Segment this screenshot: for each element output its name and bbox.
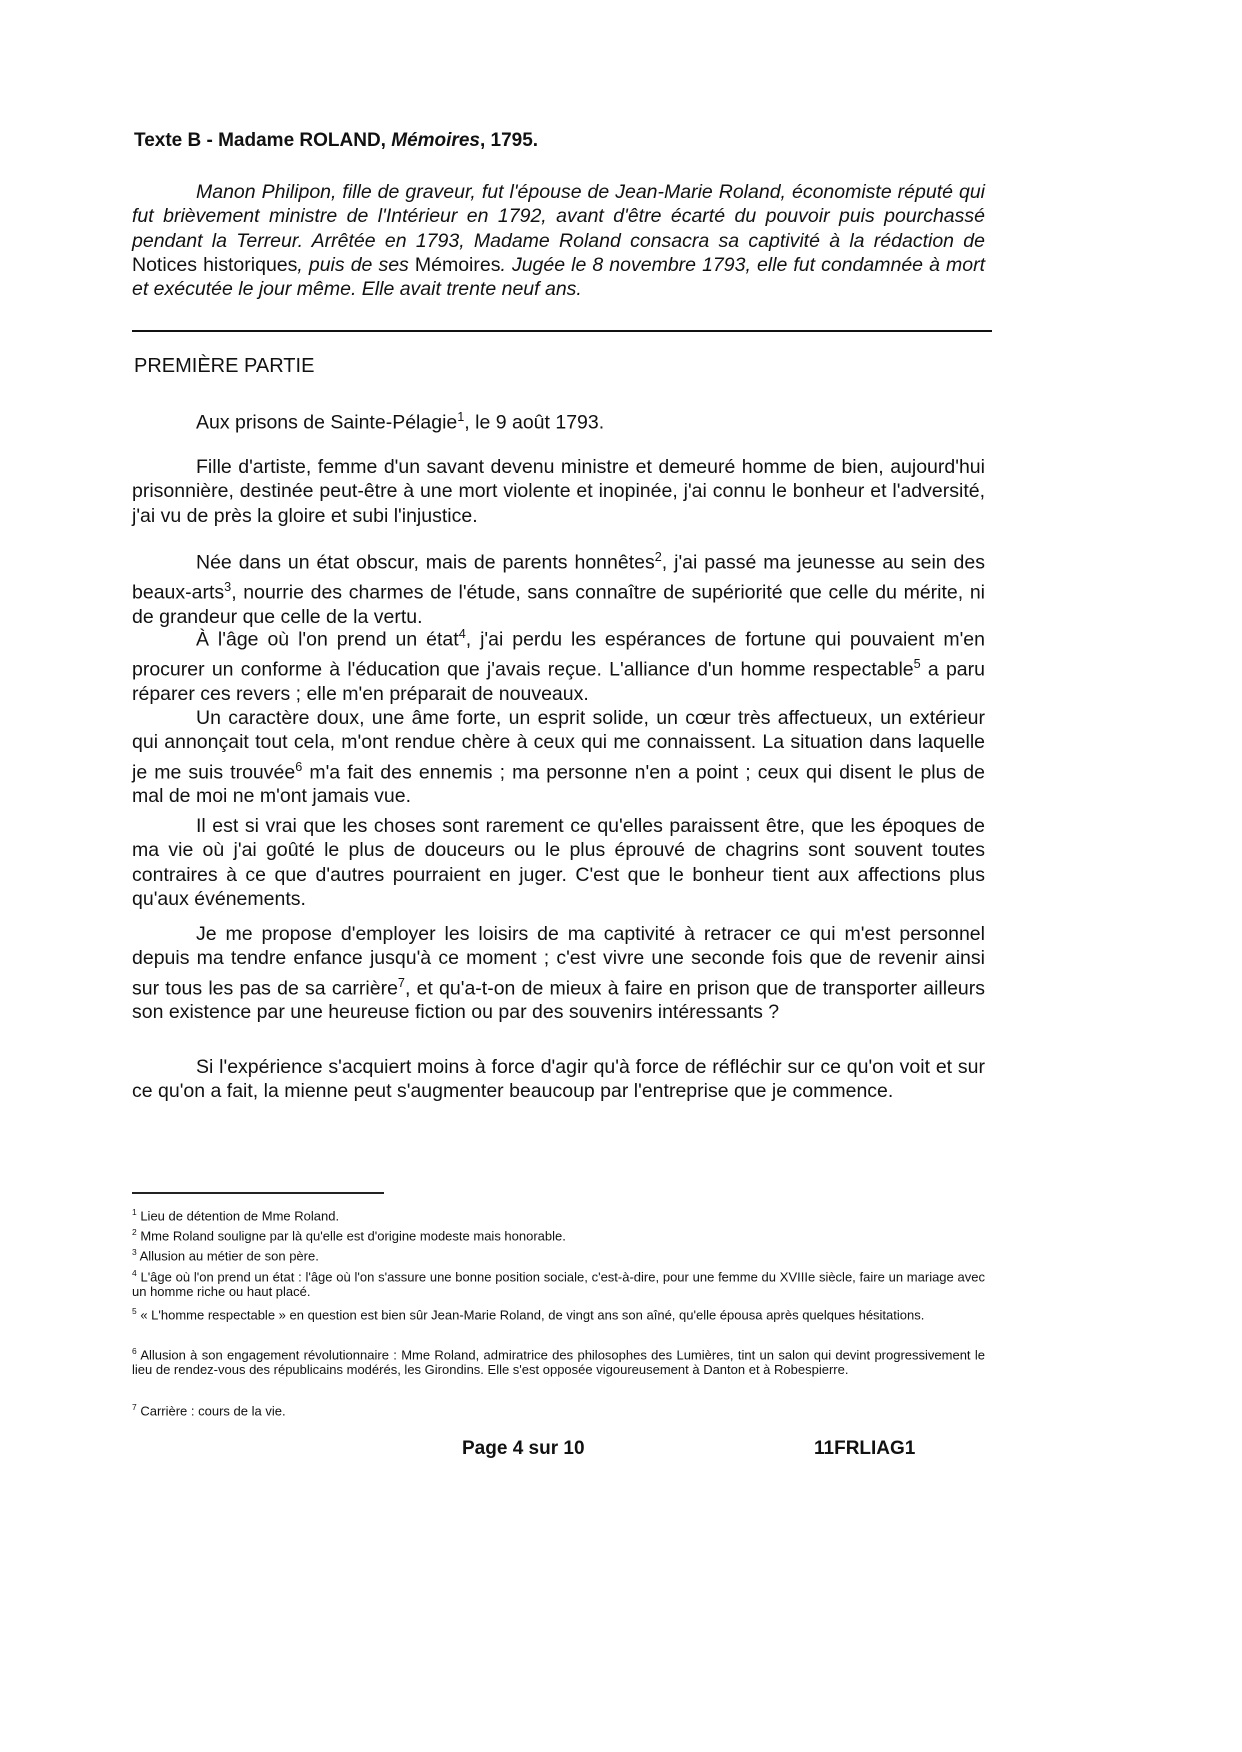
text-title [134,130,538,152]
footnote-ref: 3 [224,579,232,594]
text: , j'ai perdu les espérances de fortune qui pouvaient m'en procurer un conforme à l'éducation que j'avais reçue. L'alliance d'un homme respectable [132,628,985,681]
paragraph-5: Il est si vrai que les choses sont rarement ce qu'elles paraissent être, que les époques de ma vie où j'ai goûté le plus de douceurs ou le plus éprouvé de chagrins sont souvent toutes contraires à ce que d'autres pourraient en juger. C'est que le bonheur tient aux affections plus qu'aux événements. [132,815,985,910]
footnote-text: Carrière : cours de la vie. [140,1403,286,1419]
document-code: 11FRLIAG1 [814,1438,916,1459]
footnote-ref: 1 [457,410,465,424]
footnote-number: 7 [132,1402,137,1412]
footnote-ref: 7 [397,975,405,990]
text: , j'ai passé ma jeunesse au sein des beaux-arts [132,551,985,604]
text: Née dans un état obscur, mais de parents honnêtes [196,551,655,574]
text: , et qu'a-t-on de mieux à faire en prison que de transporter ailleurs son existence par une heureuse fiction ou par des souvenirs intéressants ? [132,977,986,1024]
part-heading: PREMIÈRE PARTIE [134,355,315,377]
footnote-text: « L'homme respectable » en question est bien sûr Jean-Marie Roland, de vingt ans son aîné, qu'elle épousa après quelques hésitations. [140,1307,925,1323]
footnote-text: Allusion au métier de son père. [139,1248,319,1264]
intro-text: , puis de ses [297,253,415,276]
footnote-text: Mme Roland souligne par là qu'elle est d'origine modeste mais honorable. [140,1228,566,1244]
intro-paragraph [132,180,985,301]
intro-work-2: Mémoires [414,253,501,276]
footnote-6 [132,1344,985,1377]
footnote-ref: 5 [913,656,921,671]
text: À l'âge où l'on prend un état [196,628,459,651]
divider [132,330,992,332]
text: Je me propose d'employer les loisirs de ma captivité à retracer ce qui m'est personnel depuis ma tendre enfance jusqu'à ce moment ; c'est vivre une seconde fois que de revenir ainsi sur tous les pas de sa carrière [132,923,985,1000]
intro-work-1: Notices historiques [132,253,298,276]
footnote-text: Allusion à son engagement révolutionnaire : Mme Roland, admiratrice des philosophes des Lumières, tint un salon qui devint progressivement le lieu de rendez-vous des républicains modérés, les Girondins. Elle s'est opposée vigoureusement à Danton et à Robespierre. [132,1347,985,1378]
paragraph-1: Fille d'artiste, femme d'un savant devenu ministre et demeuré homme de bien, aujourd'hui prisonnière, destinée peut-être à une mort violente et inopinée, j'ai connu le bonheur et l'adversité, j'ai vu de près la gloire et subi l'injustice. [132,456,985,527]
paragraph-2 [132,545,985,629]
footnote-number: 5 [132,1306,137,1316]
text: a paru réparer ces revers ; elle m'en préparait de nouveaux. [132,658,985,705]
intro-text: Manon Philipon, fille de graveur, fut l'épouse de Jean-Marie Roland, économiste réputé qui fut brièvement ministre de l'Intérieur en 1792, avant d'être écarté du pouvoir puis pourchassé pendant la Terreur. Arrêtée en 1793, Madame Roland consacra sa captivité à la rédaction de [132,181,985,252]
text: Un caractère doux, une âme forte, un esprit solide, un cœur très affectueux, un extérieur qui annonçait tout cela, m'ont rendue chère à ceux qui me connaissent. La situation dans laquelle je me suis trouvée [132,707,985,784]
footnote-divider [132,1192,384,1194]
footnote-4 [132,1266,985,1299]
page-number: Page 4 sur 10 [462,1438,585,1459]
intro-text: . Jugée le 8 novembre 1793, elle fut condamnée à mort et exécutée le jour même. Elle avait trente neuf ans. [132,253,985,301]
footnote-1 [132,1205,985,1223]
title-year: , 1795. [479,130,539,151]
dateline [132,405,985,435]
title-author: Texte B - Madame ROLAND, [134,130,392,151]
footnote-ref: 6 [295,759,303,774]
footnote-text: Lieu de détention de Mme Roland. [140,1208,340,1224]
footnote-number: 1 [132,1207,137,1217]
footnote-5 [132,1304,985,1322]
footnote-number: 3 [132,1247,137,1257]
paragraph-4 [132,706,985,809]
paragraph-6 [132,922,985,1025]
footnote-2 [132,1225,985,1243]
footnote-text: L'âge où l'on prend un état : l'âge où l'on s'assure une bonne position sociale, c'est-à-dire, pour une femme du XVIIIe siècle, faire un mariage avec un homme riche ou haut placé. [132,1269,985,1300]
text: , nourrie des charmes de l'étude, sans connaître de supériorité que celle du mérite, ni de grandeur que celle de la vertu. [132,581,985,628]
paragraph-3 [132,622,985,706]
footnote-number: 2 [132,1227,137,1237]
title-work: Mémoires [391,130,480,151]
dateline-text: Aux prisons de Sainte-Pélagie [196,411,458,434]
dateline-text: , le 9 août 1793. [464,411,605,434]
footnote-7 [132,1400,985,1418]
footnote-ref: 2 [654,550,662,564]
text: m'a fait des ennemis ; ma personne n'en a point ; ceux qui disent le plus de mal de moi ne m'ont jamais vue. [132,761,985,808]
footnote-number: 4 [132,1268,137,1278]
footnote-3 [132,1245,985,1263]
footnote-ref: 4 [458,627,466,641]
footnote-number: 6 [132,1346,137,1356]
paragraph-7: Si l'expérience s'acquiert moins à force d'agir qu'à force de réfléchir sur ce qu'on voit et sur ce qu'on a fait, la mienne peut s'augmenter beaucoup par l'entreprise que je commence. [132,1056,985,1103]
